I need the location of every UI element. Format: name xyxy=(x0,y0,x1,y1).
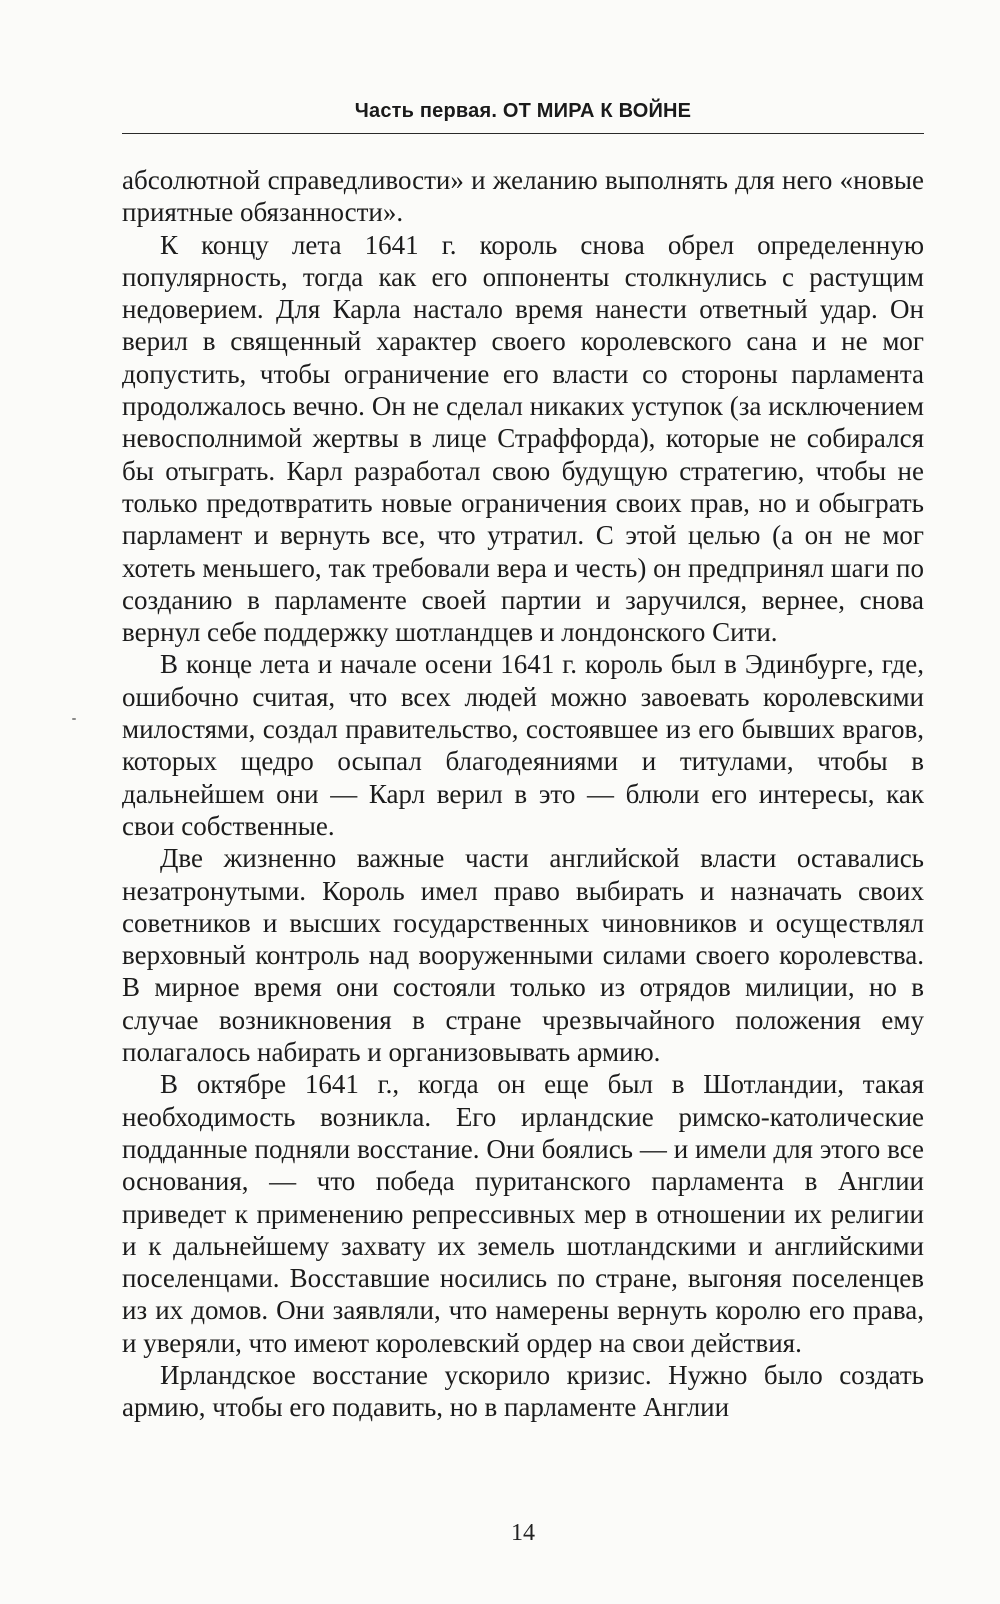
page-number: 14 xyxy=(511,1520,535,1546)
paragraph: К концу лета 1641 г. король снова обрел определенную популярность, тогда как его оппоненты столкнулись с растущим недоверием. Для Карла настало время нанести ответный удар. Он верил в священный характер своего королевского сана и не мог допустить, чтобы ограничение его власти со стороны парламента продолжалось вечно. Он не сделал никаких уступок (за исключением невосполнимой жертвы в лице Страффорда), которые не собирался бы отыграть. Карл разработал свою будущую стратегию, чтобы не только предотвратить новые ограничения своих прав, но и обыграть парламент и вернуть все, что утратил. С этой целью (а он не мог хотеть меньшего, так требовали вера и честь) он предпринял шаги по созданию в парламенте своей партии и заручился, вернее, снова вернул себе поддержку шотландцев и лондонского Сити. xyxy=(122,229,924,648)
paragraph-continues: Ирландское восстание ускорило кризис. Нужно было создать армию, чтобы его подавить, но в парламенте Англии xyxy=(122,1359,924,1423)
paragraph: В октябре 1641 г., когда он еще был в Шотландии, такая необходимость возникла. Его ирландские римско-католические подданные подняли восстание. Они боялись — и имели для этого все основания, — что победа пуританского парламента в Англии приведет к применению репрессивных мер в отношении их религии и к дальнейшему захвату их земель шотландскими и английскими поселенцами. Восставшие носились по стране, выгоняя поселенцев из их домов. Они заявляли, что намерены вернуть королю его права, и уверяли, что имеют королевский ордер на свои действия. xyxy=(122,1069,924,1358)
running-head: Часть первая. ОТ МИРА К ВОЙНЕ xyxy=(354,100,692,122)
paragraph-continuation: абсолютной справедливости» и желанию выполнять для него «новые приятные обязанности». xyxy=(122,165,924,228)
paragraph: Две жизненно важные части английской власти оставались незатронутыми. Король имел право выбирать и назначать своих советников и высших государственных чиновников и осуществлял верховный контроль над вооруженными силами своего королевства. В мирное время они состояли только из отрядов милиции, но в случае возникновения в стране чрезвычайного положения ему полагалось набирать и организовывать армию. xyxy=(122,843,924,1068)
scan-speck xyxy=(72,718,76,720)
body-text xyxy=(122,164,924,1424)
paragraph: В конце лета и начале осени 1641 г. король был в Эдинбурге, где, ошибочно считая, что всех людей можно завоевать королевскими милостями, создал правительство, состоявшее из его бывших врагов, которых щедро осыпал благодеяниями и титулами, чтобы в дальнейшем они — Карл верил в это — блюли его интересы, как свои собственные. xyxy=(122,649,924,841)
header-rule xyxy=(122,133,924,134)
